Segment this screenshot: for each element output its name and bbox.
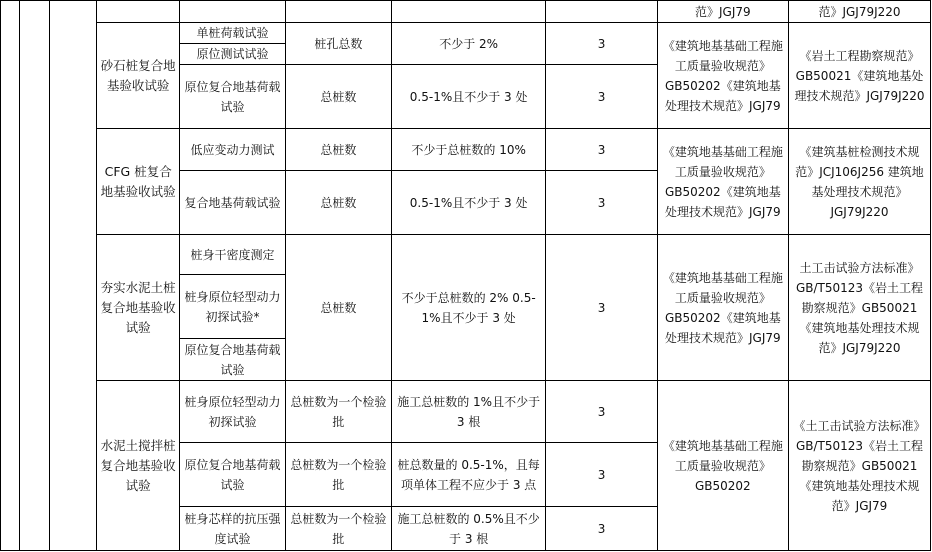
table-row: [1, 23, 931, 44]
standard-cell: 《建筑地基基础工程施工质量验收规范》GB50202: [657, 381, 788, 551]
standard-cell: 《建筑地基基础工程施工质量验收规范》GB50202《建筑地基处理技术规范》JGJ79: [657, 235, 788, 381]
quantity-cell: 桩总数量的 0.5-1%，且每项单体工程不应少于 3 点: [391, 443, 546, 507]
group-name: CFG 桩复合地基验收试验: [97, 129, 180, 235]
standard-cell: 范》JGJ79: [657, 1, 788, 23]
test-name: 复合地基荷载试验: [179, 171, 285, 235]
days-cell: 3: [546, 507, 657, 551]
standard-cell: 《土工击试验方法标准》GB/T50123《岩土工程勘察规范》GB50021《建筑地基处理技术规范》JGJ79: [789, 381, 931, 551]
days-cell: 3: [546, 235, 657, 381]
test-name: 桩身原位轻型动力初探试验*: [179, 275, 285, 339]
quantity-cell: 0.5-1%且不少于 3 处: [391, 65, 546, 129]
group-name: 水泥土搅拌桩复合地基验收试验: [97, 381, 180, 551]
test-name: 低应变动力测试: [179, 129, 285, 171]
quantity-cell: 施工总桩数的 1%且不少于 3 根: [391, 381, 546, 443]
blank-cell: [49, 1, 97, 551]
test-name: 桩身芯样的抗压强度试验: [179, 507, 285, 551]
standard-cell: 《建筑地基基础工程施工质量验收规范》GB50202《建筑地基处理技术规范》JGJ79: [657, 129, 788, 235]
test-name: 单桩荷载试验: [179, 23, 285, 44]
group-name: 夯实水泥土桩复合地基验收试验: [97, 235, 180, 381]
days-cell: 3: [546, 443, 657, 507]
basis-cell: 总桩数: [285, 171, 391, 235]
test-name: 原位复合地基荷载试验: [179, 65, 285, 129]
days-cell: 3: [546, 171, 657, 235]
quantity-cell: 施工总桩数的 0.5%且不少于 3 根: [391, 507, 546, 551]
table-row: [1, 129, 931, 171]
basis-cell: 总桩数为一个检验批: [285, 381, 391, 443]
basis-cell: 桩孔总数: [285, 23, 391, 65]
test-name: 桩身干密度测定: [179, 235, 285, 275]
basis-cell: 总桩数为一个检验批: [285, 443, 391, 507]
quantity-cell: 不少于总桩数的 2% 0.5-1%且不少于 3 处: [391, 235, 546, 381]
standard-cell: 范》JGJ79J220: [789, 1, 931, 23]
test-name: 原位复合地基荷载试验: [179, 443, 285, 507]
table-row: [1, 235, 931, 275]
standard-cell: 《建筑地基基础工程施工质量验收规范》GB50202《建筑地基处理技术规范》JGJ79: [657, 23, 788, 129]
blank-cell: [20, 1, 50, 551]
standard-cell: 《岩土工程勘察规范》GB50021《建筑地基处理技术规范》JGJ79J220: [789, 23, 931, 129]
basis-cell: 总桩数: [285, 129, 391, 171]
days-cell: 3: [546, 381, 657, 443]
days-cell: 3: [546, 65, 657, 129]
days-cell: 3: [546, 23, 657, 65]
quantity-cell: 不少于 2%: [391, 23, 546, 65]
table-row: [1, 381, 931, 443]
basis-cell: 总桩数: [285, 235, 391, 381]
basis-cell: 总桩数: [285, 65, 391, 129]
blank-cell: [1, 1, 20, 551]
standard-cell: 《建筑基桩检测技术规范》JCJ106J256 建筑地基处理技术规范》JGJ79J220: [789, 129, 931, 235]
test-name: 原位测试试验: [179, 44, 285, 65]
standard-cell: 土工击试验方法标准》GB/T50123《岩土工程勘察规范》GB50021《建筑地基处理技术规范》JGJ79J220: [789, 235, 931, 381]
basis-cell: 总桩数为一个检验批: [285, 507, 391, 551]
test-name: 桩身原位轻型动力初探试验: [179, 381, 285, 443]
days-cell: 3: [546, 129, 657, 171]
test-name: 原位复合地基荷载试验: [179, 339, 285, 381]
quantity-cell: 0.5-1%且不少于 3 处: [391, 171, 546, 235]
quantity-cell: 不少于总桩数的 10%: [391, 129, 546, 171]
group-name: 砂石桩复合地基验收试验: [97, 23, 180, 129]
table-row: [1, 1, 931, 23]
